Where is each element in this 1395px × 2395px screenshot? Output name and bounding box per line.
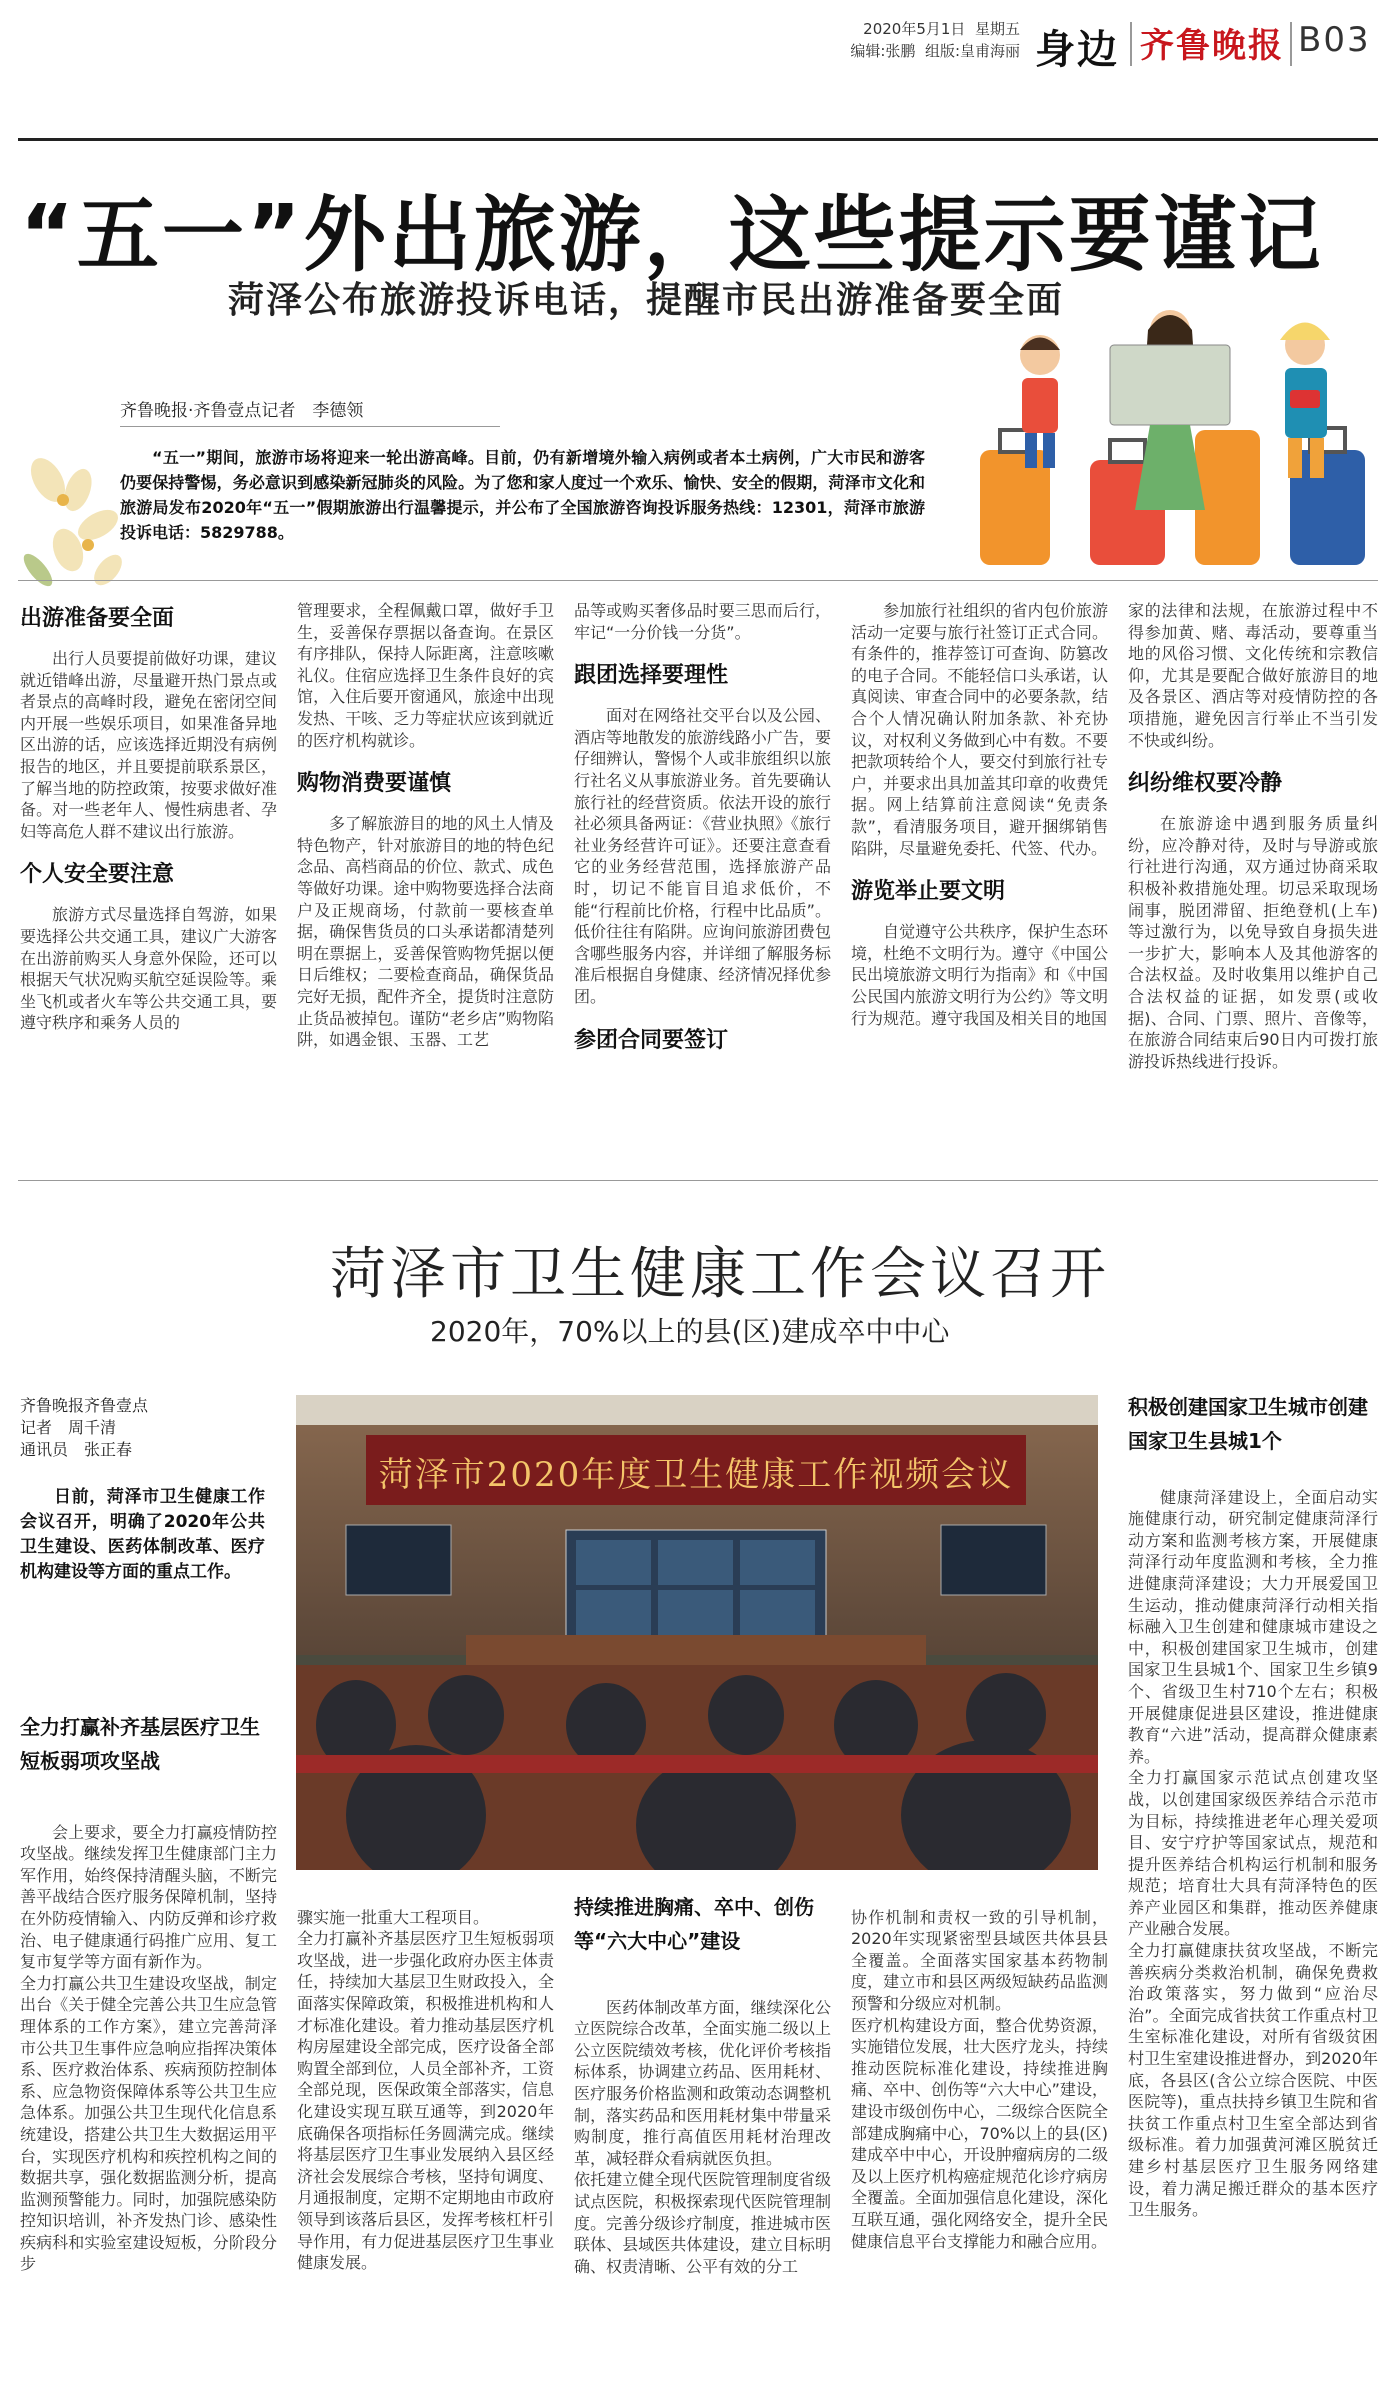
conference-photo (296, 1395, 1098, 1870)
article1-lead: “五一”期间，旅游市场将迎来一轮出游高峰。目前，仍有新增境外输入病例或者本土病例，广大市民和游客仍要保持警惕，务必意识到感染新冠肺炎的风险。为了您和家人度过一个欢乐、愉快、安全的假期，菏泽市文化和旅游局发布2020年“五一”假期旅游出行温馨提示，并公布了全国旅游咨询投诉服务热线：12301，菏泽市旅游投诉电话：5829788。 (120, 448, 925, 542)
subhead-personal-safety: 个人安全要注意 (20, 862, 175, 888)
article1-col3 (574, 600, 831, 1160)
header-date: 2020年5月1日 (863, 20, 966, 38)
header-rule (18, 138, 1378, 141)
article2-subheadline: 2020年，70%以上的县(区)建成卒中中心 (430, 1315, 950, 1348)
article2-colC (574, 1975, 831, 2390)
subhead-contract: 参团合同要签订 (574, 1027, 729, 1053)
subhead-hygiene-city: 积极创建国家卫生城市创建国家卫生县城1个 (1128, 1395, 1368, 1453)
subhead-shopping: 购物消费要谨慎 (297, 771, 452, 797)
article2-right-subhead (1128, 1390, 1378, 1458)
col4-para0: 参加旅行社组织的省内包价旅游活动一定要与旅行社签订正式合同。有条件的，推荐签订可查询、防篡改的电子合同。不能轻信口头承诺，认真阅读、审查合同中的必要条款，结合个人情况确认附加条款、补充协议，对权利义务做到心中有数。不要把款项转给个人，要交付到旅行社专户，并要求出具加盖其印章的收费凭据。网上结算前注意阅读“免责条款”，看清服务项目，避开捆绑销售陷阱，尽量避免委托、代签、代办。 (851, 601, 1108, 858)
article1-byline: 齐鲁晚报·齐鲁壹点记者 李德领 (120, 401, 364, 421)
flower-decoration (18, 430, 133, 595)
section-title: 身边 (1035, 27, 1119, 73)
newspaper-logo: 齐鲁晚报 (1140, 26, 1284, 66)
colA-text: 会上要求，要全力打赢疫情防控攻坚战。继续发挥卫生健康部门主力军作用，始终保持清醒头脑，不断完善平战结合医疗服务保障机制，坚持在外防疫情输入、内防反弹和诊疗救治、电子健康通行码推广应用、复工复市复学等方面有新作为。 全力打赢公共卫生建设攻坚战，制定出台《关于健全完善公共卫生应急管理体系的工作方案》，建立完善菏泽市公共卫生事件应急响应指挥决策体系、医疗救治体系、疾病预防控制体系、应急物资保障体系等公共卫生应急体系。加强公共卫生现代化信息系统建设，搭建公共卫生大数据运用平台，实现医疗机构和疾控机构之间的数据共享，强化数据监测分析，提高监测预警能力。同时，加强院感染防控知识培训，补齐发热门诊、感染性疾病科和实验室建设短板，分阶段分步 (20, 1822, 277, 2274)
article2-byline (20, 1395, 280, 1461)
subhead-six-centers: 持续推进胸痛、卒中、创伤等“六大中心”建设 (574, 1895, 814, 1953)
col1-para1: 出行人员要提前做好功课，建议就近错峰出游，尽量避开热门景点或者景点的高峰时段，避免在密闭空间内开展一些娱乐项目，如果准备异地区出游的话，应该选择近期没有病例报告的地区，并且要提前联系景区，了解当地的防控政策，按要求做好准备。对一些老年人、慢性病患者、孕妇等高危人群不建议出行旅游。 (20, 649, 277, 841)
article2-headline: 菏泽市卫生健康工作会议召开 (330, 1242, 1110, 1307)
col3-para1: 面对在网络社交平台以及公园、酒店等地散发的旅游线路小广告，要仔细辨认，警惕个人或非旅组织以旅行社名义从事旅游业务。首先要确认旅行社的经营资质。依法开设的旅行社必须具备两证：《营业执照》《旅行社业务经营许可证》。还要注意查看它的业务经营范围，选择旅游产品时，切记不能盲目追求低价，不能“行程前比价格，行程中比品质”。低价往往有陷阱。应询问旅游团费包含哪些服务内容，并详细了解服务标准后根据自身健康、经济情况择优参团。 (574, 706, 831, 1006)
colD-text: 协作机制和责权一致的引导机制，2020年实现紧密型县域医共体县县全覆盖。全面落实国家基本药物制度，建立市和县区两级短缺药品监测预警和分级应对机制。 医疗机构建设方面，整合优势资源，实施错位发展，壮大医疗龙头，持续推动医院标准化建设，持续推进胸痛、卒中、创伤等“六大中心”建设，建设市级创伤中心，二级综合医院全部建成胸痛中心，70%以上的县(区)建成卒中中心，开设肿瘤病房的二级及以上医疗机构癌症规范化诊疗病房全覆盖。全面加强信息化建设，深化互联互通，强化网络安全，提升全民健康信息平台支撑能力和融合应用。 (851, 1907, 1108, 2251)
col5-para1: 在旅游途中遇到服务质量纠纷，应冷静对待，及时与导游或旅行社进行沟通，双方通过协商采取积极补救措施处理。切忌采取现场闹事，脱团滞留、拒绝登机(上车)等过激行为，以免导致自身损失进一步扩大，影响本人及其他游客的合法权益。及时收集用以维护自己合法权益的证据，如发票(或收据)、合同、门票、照片、音像等，在旅游合同结束后90日内可拨打旅游投诉热线进行投诉。 (1128, 814, 1378, 1071)
byline-correspondent: 通讯员 张正春 (20, 1440, 133, 1459)
byline-rule (120, 426, 500, 427)
article1-col1 (20, 600, 277, 1160)
col1-para2: 旅游方式尽量选择自驾游，如果要选择公共交通工具，建议广大游客在出游前购买人身意外保险，还可以根据天气状况购买航空延误险等。乘坐飞机或者火车等公共交通工具，要遵守秩序和乘务人员的 (20, 905, 277, 1033)
col4-para1: 自觉遵守公共秩序，保护生态环境，杜绝不文明行为。遵守《中国公民出境旅游文明行为指南》和《中国公民国内旅游文明行为公约》等文明行为规范。遵守我国及相关目的地国 (851, 922, 1108, 1028)
article1-col5 (1128, 600, 1378, 1160)
article2-colE (1128, 1465, 1378, 2390)
subhead-travel-prep: 出游准备要全面 (20, 606, 175, 631)
subhead-primary-care: 全力打赢补齐基层医疗卫生短板弱项攻坚战 (20, 1715, 260, 1773)
travel-illustration (960, 300, 1380, 570)
article2-left-subhead (20, 1710, 270, 1778)
header-weekday: 星期五 (974, 20, 1020, 38)
colE-text: 健康菏泽建设上，全面启动实施健康行动，研究制定健康菏泽行动方案和监测考核方案，开展健康菏泽行动年度监测和考核，全力推进健康菏泽建设；大力开展爱国卫生运动，推动健康菏泽行动相关指标融入卫生创建和健康城市建设之中，积极创建国家卫生城市，创建国家卫生县城1个、国家卫生乡镇9个、省级卫生村710个左右；积极开展健康促进县区建设，推进健康教育“六进”活动，提高群众健康素养。 全力打赢国家示范试点创建攻坚战，以创建国家级医养结合示范市为目标，持续推进老年心理关爱项目、安宁疗护等国家试点，规范和提升医养结合机构运行机制和服务规范；培育壮大具有菏泽特色的医养产业园区和集群，推动医养健康产业融合发展。 全力打赢健康扶贫攻坚战，不断完善疾病分类救治机制，确保免费救治政策落实，努力做到“应治尽治”。全面完成省扶贫工作重点村卫生室标准化建设，对所有省级贫困村卫生室建设推进督办，到2020年底，各县区(含公立综合医院、中医医院等)，重点扶持乡镇卫生院和省扶贫工作重点村卫生室全部达到省级标准。着力加强黄河滩区脱贫迁建乡村基层医疗卫生服务网络建设，着力满足搬迁群众的基本医疗卫生服务。 (1128, 1487, 1378, 2220)
article1-divider (18, 580, 1378, 581)
col2-para1: 多了解旅游目的地的风土人情及特色物产，针对旅游目的地的特色纪念品、高档商品的价位、款式、成色等做好功课。途中购物要选择合法商户及正规商场，付款前一要核查单据，确保售货员的口头承诺都清楚列明在票据上，妥善保管购物凭据以便日后维权；二要检查商品，确保货品完好无损，配件齐全，提货时注意防止货品被掉包。谨防“老乡店”购物陷阱，如遇金银、玉器、工艺 (297, 814, 554, 1050)
byline-reporter: 记者 周千清 (20, 1418, 117, 1437)
header-divider (1130, 22, 1132, 66)
colB-text: 骤实施一批重大工程项目。 全力打赢补齐基层医疗卫生短板弱项攻坚战，进一步强化政府办医主体责任，持续加大基层卫生财政投入，全面落实保障政策，积极推进机构和人才标准化建设。着力推动基层医疗机构房屋建设全部完成，医疗设备全部购置全部到位，人员全部补齐，工资全部兑现，医保政策全部落实，信息化建设实现互联互通等，到2020年底确保各项指标任务圆满完成。继续将基层医疗卫生事业发展纳入县区经济社会发展综合考核，坚持旬调度、月通报制度，定期不定期地由市政府领导到该落后县区，发挥考核杠杆引导作用，有力促进基层医疗卫生事业健康发展。 (297, 1907, 554, 2273)
section-divider (18, 1180, 1378, 1181)
colC-text: 医药体制改革方面，继续深化公立医院综合改革，全面实施二级以上公立医院绩效考核，优化评价考核指标体系，协调建立药品、医用耗材、医疗服务价格监测和政策动态调整机制，落实药品和医用耗材集中带量采购制度，推行高值医用耗材治理改革，减轻群众看病就医负担。 依托建立健全现代医院管理制度省级试点医院，积极探索现代医院管理制度。完善分级诊疗制度，推进城市医联体、县域医共体建设，建立目标明确、权责清晰、公平有效的分工 (574, 1997, 831, 2276)
article1-col2 (297, 600, 554, 1160)
header-layout: 组版:皇甫海丽 (924, 42, 1020, 60)
header-editor: 编辑:张鹏 (850, 42, 916, 60)
header-divider-2 (1290, 22, 1292, 66)
col3-para0: 品等或购买奢侈品时要三思而后行，牢记“一分价钱一分货”。 (574, 601, 831, 642)
subhead-civilized: 游览举止要文明 (851, 879, 1006, 905)
article1-subheadline: 菏泽公布旅游投诉电话，提醒市民出游准备要全面 (228, 280, 1065, 321)
byline-outlet: 齐鲁晚报齐鲁壹点 (20, 1396, 149, 1415)
article2-colA (20, 1800, 277, 2390)
col5-para0: 家的法律和法规，在旅游过程中不得参加黄、赌、毒活动，要尊重当地的风俗习惯、文化传统和宗教信仰，尤其是要配合做好旅游目的地及各景区、酒店等对疫情防控的各项措施，避免因言行举止不当引发不快或纠纷。 (1128, 601, 1378, 750)
article2-colB (297, 1885, 554, 2390)
article2-lead: 日前，菏泽市卫生健康工作会议召开，明确了2020年公共卫生建设、医药体制改革、医疗机构建设等方面的重点工作。 (20, 1487, 265, 1582)
subhead-dispute: 纠纷维权要冷静 (1128, 771, 1283, 797)
article1-headline: “五一”外出旅游，这些提示要谨记 (20, 188, 1324, 283)
article1-col4 (851, 600, 1108, 1160)
page-number: B03 (1298, 20, 1371, 60)
photo-banner-text: 菏泽市2020年度卫生健康工作视频会议 (378, 1455, 1014, 1495)
article2-mid-subhead (574, 1890, 831, 1958)
article2-colD (851, 1885, 1108, 2390)
col2-para0: 管理要求，全程佩戴口罩，做好手卫生，妥善保存票据以备查询。在景区有序排队，保持人际距离，注意咳嗽礼仪。住宿应选择卫生条件良好的宾馆，入住后要开窗通风，旅途中出现发热、干咳、乏力等症状应该到就近的医疗机构就诊。 (297, 601, 554, 750)
subhead-group-tour: 跟团选择要理性 (574, 663, 729, 689)
header-meta (720, 18, 1020, 62)
